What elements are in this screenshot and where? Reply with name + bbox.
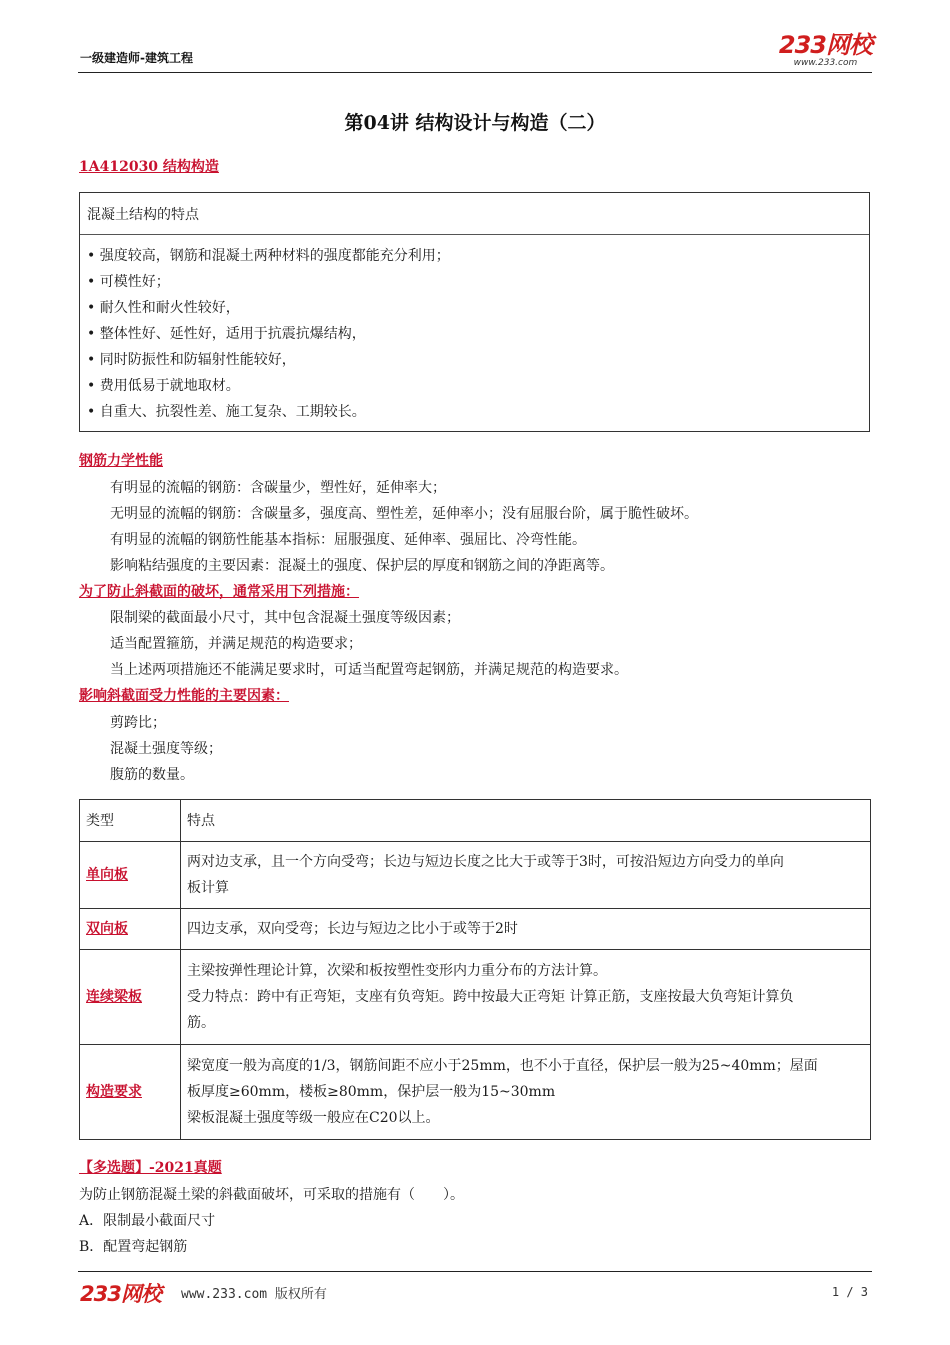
feature-line: 筋。 — [187, 1015, 215, 1031]
list-item: • 耐久性和耐火性较好， — [87, 300, 240, 316]
feature-line: 板厚度≥60mm，楼板≥80mm，保护层一般为15~30mm — [187, 1084, 556, 1100]
feature-line: 两对边支承，且一个方向受弯；长边与短边长度之比大于或等于3时，可按沿短边方向受力的单向 — [187, 854, 784, 870]
type-cell — [80, 842, 181, 909]
feature-cell — [181, 909, 871, 950]
question-stem: 为防止钢筋混凝土梁的斜截面破坏，可采取的措施有（ ）。 — [79, 1187, 464, 1203]
question-option: A．限制最小截面尺寸 — [79, 1213, 216, 1229]
feature-line: 主梁按弹性理论计算，次梁和板按塑性变形内力重分布的方法计算。 — [187, 963, 607, 979]
footer-logo[interactable]: 233网校 — [80, 1282, 161, 1306]
section-heading-factors[interactable]: 影响斜截面受力性能的主要因素： — [79, 688, 289, 704]
logo-url: www.233.com — [793, 58, 858, 68]
slab-types-table — [79, 799, 871, 1140]
list-item: • 同时防振性和防辐射性能较好， — [87, 352, 296, 368]
paragraph: 有明显的流幅的钢筋性能基本指标：屈服强度、延伸率、强屈比、冷弯性能。 — [110, 532, 586, 548]
paragraph: 限制梁的截面最小尺寸，其中包含混凝土强度等级因素； — [110, 610, 460, 626]
feature-cell — [181, 950, 871, 1045]
paragraph: 影响粘结强度的主要因素：混凝土的强度、保护层的厚度和钢筋之间的净距离等。 — [110, 558, 614, 574]
footer-divider — [78, 1271, 872, 1272]
page-number: 1 / 3 — [831, 1285, 868, 1299]
type-cell — [80, 950, 181, 1045]
section-heading-rebar[interactable]: 钢筋力学性能 — [79, 453, 163, 469]
box-heading: 混凝土结构的特点 — [80, 193, 869, 235]
paragraph: 适当配置箍筋，并满足规范的构造要求； — [110, 636, 362, 652]
paragraph: 剪跨比； — [110, 715, 166, 731]
type-link[interactable]: 双向板 — [86, 921, 128, 937]
list-item: • 可模性好； — [87, 274, 170, 290]
type-link[interactable]: 连续梁板 — [86, 989, 142, 1005]
list-item: • 强度较高，钢筋和混凝土两种材料的强度都能充分利用； — [87, 248, 450, 264]
type-cell — [80, 909, 181, 950]
table-row — [80, 842, 871, 909]
feature-line: 梁宽度一般为高度的1/3，钢筋间距不应小于25mm，也不小于直径，保护层一般为25~40mm；屋面 — [187, 1058, 818, 1074]
list-item: • 整体性好、延性好，适用于抗震抗爆结构， — [87, 326, 366, 342]
header-cell-type: 类型 — [80, 800, 181, 842]
paragraph: 有明显的流幅的钢筋：含碳量少，塑性好，延伸率大； — [110, 480, 446, 496]
paragraph: 混凝土强度等级； — [110, 741, 222, 757]
page-header — [78, 30, 872, 73]
paragraph: 腹筋的数量。 — [110, 767, 194, 783]
feature-line: 板计算 — [187, 880, 229, 896]
page-title: 第04讲 结构设计与构造（二） — [344, 112, 606, 134]
table-header-row — [80, 800, 871, 842]
feature-line: 受力特点：跨中有正弯矩，支座有负弯矩。跨中按最大正弯矩 计算正筋，支座按最大负弯矩计算负 — [187, 989, 794, 1005]
list-item: • 费用低易于就地取材。 — [87, 378, 240, 394]
type-link[interactable]: 单向板 — [86, 867, 128, 883]
section-heading-measures[interactable]: 为了防止斜截面的破坏，通常采用下列措施： — [79, 584, 359, 600]
course-name: 一级建造师-建筑工程 — [80, 51, 193, 65]
table-row — [80, 1045, 871, 1140]
concrete-features-box — [79, 192, 870, 432]
header-cell-feature: 特点 — [181, 800, 871, 842]
features-list — [80, 235, 869, 425]
paragraph: 当上述两项措施还不能满足要求时，可适当配置弯起钢筋，并满足规范的构造要求。 — [110, 662, 628, 678]
feature-line: 梁板混凝土强度等级一般应在C20以上。 — [187, 1110, 440, 1126]
feature-cell — [181, 1045, 871, 1140]
feature-line: 四边支承，双向受弯；长边与短边之比小于或等于2时 — [187, 921, 518, 937]
feature-cell — [181, 842, 871, 909]
logo-text: 233网校 — [778, 31, 872, 59]
footer-copyright: www.233.com 版权所有 — [181, 1287, 327, 1302]
site-logo[interactable] — [779, 32, 872, 68]
type-link[interactable]: 构造要求 — [86, 1084, 142, 1100]
type-cell — [80, 1045, 181, 1140]
section-heading-structure[interactable]: 1A412030 结构构造 — [79, 159, 219, 175]
table-row — [80, 909, 871, 950]
table-row — [80, 950, 871, 1045]
paragraph: 无明显的流幅的钢筋：含碳量多，强度高、塑性差，延伸率小；没有屈服台阶，属于脆性破坏。 — [110, 506, 698, 522]
list-item: • 自重大、抗裂性差、施工复杂、工期较长。 — [87, 404, 366, 420]
question-tag[interactable]: 【多选题】-2021真题 — [79, 1160, 222, 1176]
question-option: B．配置弯起钢筋 — [79, 1239, 188, 1255]
